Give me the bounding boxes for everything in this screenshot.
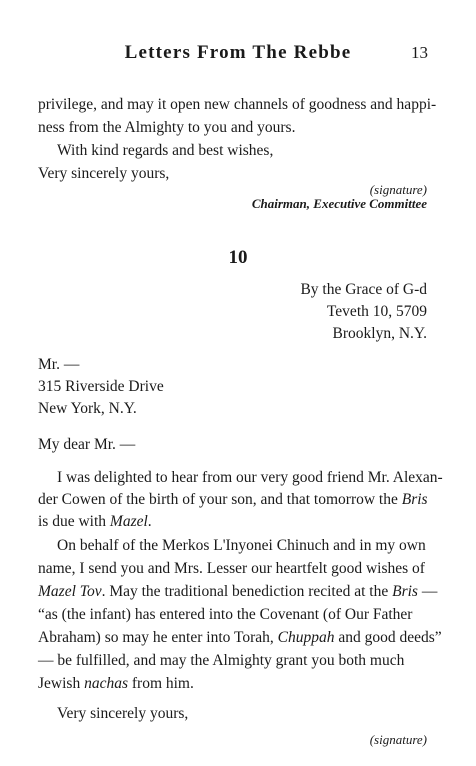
salutation: My dear Mr. — — [38, 436, 136, 453]
body-line: “as (the infant) has entered into the Covenant (of Our Father — [38, 606, 413, 623]
signature-placeholder: (signature) — [369, 182, 427, 197]
closing-line: Very sincerely yours, — [57, 705, 189, 722]
address-city: New York, N.Y. — [38, 400, 137, 417]
body-line: I was delighted to hear from our very good friend Mr. Alexan- — [57, 469, 443, 486]
body-line: On behalf of the Merkos L'Inyonei Chinuch and in my own — [57, 537, 426, 554]
signer-title: Chairman, Executive Committee — [251, 196, 427, 211]
dateline-date: Teveth 10, 5709 — [326, 303, 427, 320]
body-line: der Cowen of the birth of your son, and that tomorrow the Bris — [38, 491, 428, 508]
body-line: ness from the Almighty to you and yours. — [38, 119, 296, 136]
body-line: Mazel Tov. May the traditional benediction recited at the Bris — — [38, 583, 438, 600]
signature-placeholder: (signature) — [369, 732, 427, 747]
regards-line: With kind regards and best wishes, — [57, 142, 274, 159]
dateline-place: Brooklyn, N.Y. — [332, 325, 427, 342]
closing-line: Very sincerely yours, — [38, 165, 170, 182]
body-line: Jewish nachas from him. — [38, 675, 194, 692]
body-line: privilege, and may it open new channels of goodness and happi- — [38, 96, 437, 113]
dateline-blessing: By the Grace of G-d — [300, 281, 427, 298]
letter-number: 10 — [228, 247, 248, 268]
body-line: Abraham) so may he enter into Torah, Chuppah and good deeds” — [38, 629, 442, 646]
body-line: — be fulfilled, and may the Almighty grant you both much — [38, 652, 405, 669]
page-number: 13 — [411, 43, 428, 62]
address-recipient: Mr. — — [38, 356, 80, 373]
body-line: is due with Mazel. — [38, 513, 152, 530]
body-line: name, I send you and Mrs. Lesser our heartfelt good wishes of — [38, 560, 425, 577]
running-header-title: Letters From The Rebbe — [124, 42, 352, 63]
address-street: 315 Riverside Drive — [38, 378, 164, 395]
